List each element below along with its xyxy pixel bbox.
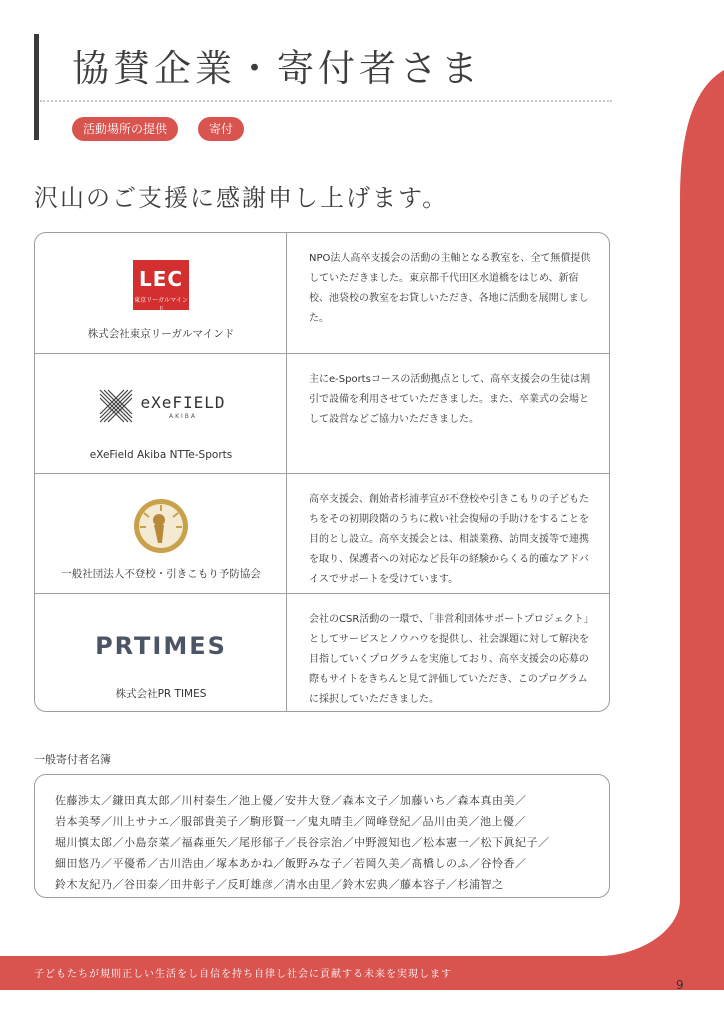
sponsor-name: 株式会社PR TIMES [115, 688, 207, 700]
sponsor-name: 一般社団法人不登校・引きこもり予防協会 [61, 568, 261, 580]
sponsor-description: 会社のCSR活動の一環で、「非営利団体サポートプロジェクト」としてサービスとノウハウを提供し、社会課題に対して解決を目指していくプログラムを実施しており、高卒支援会の応募の際もサイトをきちんと見て評価していただき、このプログラムに採択していただきました。 [309, 614, 594, 705]
donor-line: 佐藤渉太／鎌田真太郎／川村泰生／池上優／安井大登／森本文子／加藤いち／森本真由美／ [55, 794, 527, 807]
prtimes-logo-box [35, 608, 287, 684]
donor-line: 細田悠乃／平優希／古川浩由／塚本あかね／飯野みな子／若岡久美／髙橋しのふ／谷怜香／ [55, 857, 527, 870]
footer-band [0, 956, 724, 988]
exefield-logo-text: eXeFIELD [140, 392, 226, 412]
donor-line: 鈴木友紀乃／谷田泰／田井彰子／反町雄彦／清水由里／鈴木宏典／藤本容子／杉浦智之 [55, 878, 504, 891]
lead-text: 沢山のご支援に感謝申し上げます。 [34, 184, 449, 212]
sponsor-logo-cell [35, 594, 287, 712]
tag-venue: 活動場所の提供 [72, 117, 178, 141]
association-logo-box [35, 488, 287, 564]
donor-list-heading: 一般寄付者名簿 [34, 753, 111, 766]
donor-line: 岩本美琴／川上サナエ／服部貴美子／駒形賢一／鬼丸晴圭／岡峰登紀／品川由美／池上優／ [55, 815, 527, 828]
lec-logo-text: LEC [138, 267, 184, 291]
title-accent-bar [34, 34, 39, 140]
exefield-x-mark-icon [96, 386, 136, 426]
sponsor-row [35, 353, 609, 473]
dotted-divider [40, 100, 612, 102]
exefield-logo [96, 386, 225, 426]
page-title: 協賛企業・寄付者さま [72, 47, 482, 90]
prtimes-logo: PRTIMES [95, 632, 227, 660]
sponsor-row [35, 593, 609, 712]
sponsor-logo-cell [35, 354, 287, 473]
sponsor-row [35, 233, 609, 353]
sponsor-description: 高卒支援会、創始者杉浦孝宣が不登校や引きこもりの子どもたちをその初期段階のうちに救い社会復帰の手助けをすることを目的とし設立。高卒支援会とは、相談業務、訪問支援等で連携を取り、保護者への対応など長年の経験からくる的確なアドバイスでサポートを受けています。 [309, 494, 589, 585]
association-emblem-icon [132, 497, 190, 555]
sponsor-table [34, 232, 610, 712]
sponsor-name: eXeField Akiba NTTe-Sports [89, 449, 233, 461]
lec-logo-subtext: 東京リーガルマインド [134, 297, 188, 313]
sponsor-description: NPO法人高卒支援会の活動の主軸となる教室を、全て無償提供していただきました。東京都千代田区水道橋をはじめ、新宿校、池袋校の教室をお貸しいただき、各地に活動を展開しました。 [309, 253, 591, 324]
sponsor-name: 株式会社東京リーガルマインド [87, 328, 235, 340]
sponsor-logo-cell [35, 474, 287, 593]
sponsor-description: 主にe-Sportsコースの活動拠点として、高卒支援会の生徒は割引で設備を利用させていただきました。また、卒業式の会場として設営などご協力いただきました。 [309, 374, 591, 425]
tag-donation: 寄付 [198, 117, 244, 141]
sponsor-row [35, 473, 609, 593]
exefield-logo-subtext: AKIBA [168, 412, 198, 420]
donor-list [34, 774, 610, 898]
page-number: 9 [676, 978, 684, 992]
lec-logo-box [35, 247, 287, 323]
sponsor-logo-cell [35, 233, 287, 353]
footer-slogan: 子どもたちが規則正しい生活をし自信を持ち自律し社会に貢献する未来を実現します [34, 969, 452, 980]
exefield-logo-box [35, 368, 287, 444]
lec-logo [133, 260, 189, 313]
donor-line: 堀川慎太郎／小島奈菜／福森亜矢／尾形郁子／長谷宗治／中野渡知也／松本憲一／松下眞紀子／ [55, 836, 550, 849]
